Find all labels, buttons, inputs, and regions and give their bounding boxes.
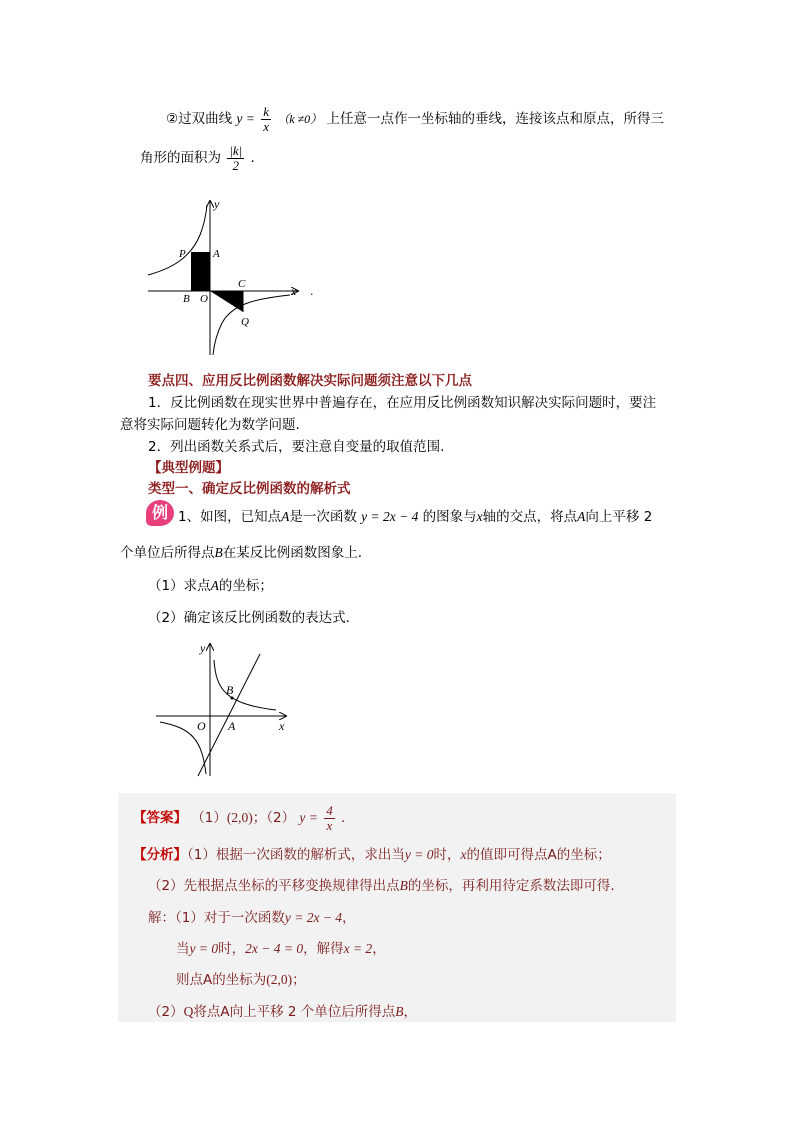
y-zero: y = 0 (404, 847, 434, 862)
linear-function: y = 2x − 4 (361, 509, 419, 524)
x-var: x (460, 847, 467, 862)
intro-line-2 (140, 144, 255, 172)
q1-text: 轴的交点，将点 (482, 509, 578, 525)
answer-lhs: y = (299, 810, 318, 826)
label-x: x (279, 719, 285, 733)
analysis-line2 (148, 874, 615, 894)
sub1-text: （1）求点 (148, 578, 211, 594)
hyperbola-branch-right (214, 660, 276, 710)
trailing-dot: . (310, 285, 314, 298)
intro-line-1 (166, 105, 664, 133)
label-c: C (238, 278, 246, 290)
answer-line (133, 804, 345, 832)
hyperbola-branch-right (213, 295, 290, 355)
solve-line4 (148, 1000, 417, 1020)
analysis-text: 的值即可得点A的坐标； (466, 847, 611, 863)
label-o: O (197, 719, 206, 733)
equation: 2x − 4 = 0 (245, 941, 304, 956)
intro-text-suffix: 上任意一点作一坐标轴的垂线，连接该点和原点，所得三 (326, 111, 664, 128)
x-equals-2: x = 2 (343, 941, 373, 956)
fraction-abs-k-over-2 (227, 144, 244, 172)
label-y: y (200, 641, 206, 655)
point-a: A (281, 509, 290, 524)
subquestion-1 (148, 574, 273, 594)
q1-text: 个单位后所得点 (120, 545, 215, 561)
analysis-text: （1）根据一次函数的解析式，求出当 (187, 847, 405, 863)
label-a: A (228, 719, 236, 733)
solve-text: 将点A向上平移 2 个单位后所得点 (193, 1004, 396, 1020)
solve-text: 解：（1）对于一次函数 (148, 910, 285, 926)
label-q: Q (241, 316, 249, 328)
label-o: O (200, 293, 208, 305)
analysis-text: 时， (433, 847, 461, 863)
linear-function-line (198, 654, 260, 776)
q1-text: 是一次函数 (289, 509, 357, 525)
answer-text: （1） (191, 810, 227, 827)
q1-text: 向上平移 2 (585, 509, 653, 525)
q1-text: 1、如图，已知点 (178, 509, 282, 525)
period: . (340, 810, 346, 827)
fraction-numerator: |k| (229, 143, 243, 158)
label-x: x (291, 284, 297, 298)
solve-text: 则点A的坐标为 (176, 972, 267, 988)
label-b: B (226, 683, 234, 697)
keypoint4-item2: 2．列出函数关系式后，要注意自变量的取值范围. (148, 439, 445, 455)
fraction-numerator: 4 (326, 803, 333, 818)
fraction-denominator: x (326, 817, 333, 833)
fraction-numerator: k (263, 104, 269, 119)
solve-text: （2） (148, 1004, 184, 1020)
label-b: B (183, 293, 190, 305)
shaded-triangle (210, 291, 243, 312)
formula-lhs: y = (236, 111, 255, 127)
point-b: B (214, 545, 223, 560)
point-b: B (399, 878, 408, 893)
fraction-k-over-x (261, 105, 271, 133)
hyperbola-area-figure (140, 195, 330, 360)
point-a: A (210, 578, 219, 593)
label-y: y (214, 197, 220, 211)
solve-text: 当 (176, 941, 190, 957)
shaded-rectangle (191, 252, 210, 291)
question1-line2 (120, 541, 362, 561)
point-a: A (577, 509, 586, 524)
sub1-text: 的坐标； (218, 578, 273, 594)
analysis-label: 【分析】 (133, 847, 187, 863)
x-var: x (476, 509, 483, 524)
condition: （k ≠0） (277, 112, 323, 127)
question1-line1 (178, 505, 652, 525)
solve-text: ； (292, 972, 306, 988)
intro-line2-text: 角形的面积为 (140, 150, 221, 167)
analysis-line1 (133, 843, 611, 863)
solve-line2 (176, 937, 386, 957)
examples-heading: 【典型例题】 (148, 460, 229, 476)
example-badge: 例 (146, 500, 174, 526)
linear-hyperbola-figure (150, 640, 300, 780)
solve-text: ， (372, 941, 386, 957)
answer-text: ；（2） (252, 810, 296, 827)
answer-label: 【答案】 (133, 810, 187, 827)
fraction-4-over-x (324, 804, 335, 832)
label-a: A (213, 248, 220, 260)
linear-function: y = 2x − 4 (284, 910, 343, 925)
point-b: B (395, 1004, 404, 1019)
y-zero: y = 0 (189, 941, 219, 956)
q1-text: 的图象与 (422, 509, 477, 525)
fraction-denominator: 2 (232, 157, 239, 173)
q1-text: 在某反比例函数图象上. (222, 545, 363, 561)
analysis-text: 的坐标，再利用待定系数法即可得. (407, 878, 615, 894)
type1-heading: 类型一、确定反比例函数的解析式 (148, 481, 351, 497)
keypoint4-item1-line1: 1．反比例函数在现实世界中普遍存在，在应用反比例函数知识解决实际问题时，要注 (148, 395, 657, 411)
analysis-text: （2）先根据点坐标的平移变换规律得出点 (148, 878, 400, 894)
solve-text: ， (403, 1004, 418, 1020)
fraction-denominator: x (263, 118, 269, 134)
solve-line3 (176, 968, 306, 988)
solve-line1 (148, 906, 356, 926)
answer-coordinate: (2,0) (226, 810, 253, 826)
solve-text: ，解得 (303, 941, 344, 957)
keypoint4-item1-line2: 意将实际问题转化为数学问题. (120, 417, 300, 433)
keypoint4-heading: 要点四、应用反比例函数解决实际问题须注意以下几点 (148, 373, 472, 389)
solve-text: ， (342, 910, 356, 926)
label-p: P (179, 248, 186, 260)
solve-text: 时， (218, 941, 246, 957)
period: . (250, 150, 255, 167)
coordinate: (2,0) (266, 972, 293, 987)
because-symbol: Q (183, 1004, 194, 1019)
subquestion-2: （2）确定该反比例函数的表达式. (148, 610, 350, 626)
intro-text: ②过双曲线 (166, 111, 233, 128)
